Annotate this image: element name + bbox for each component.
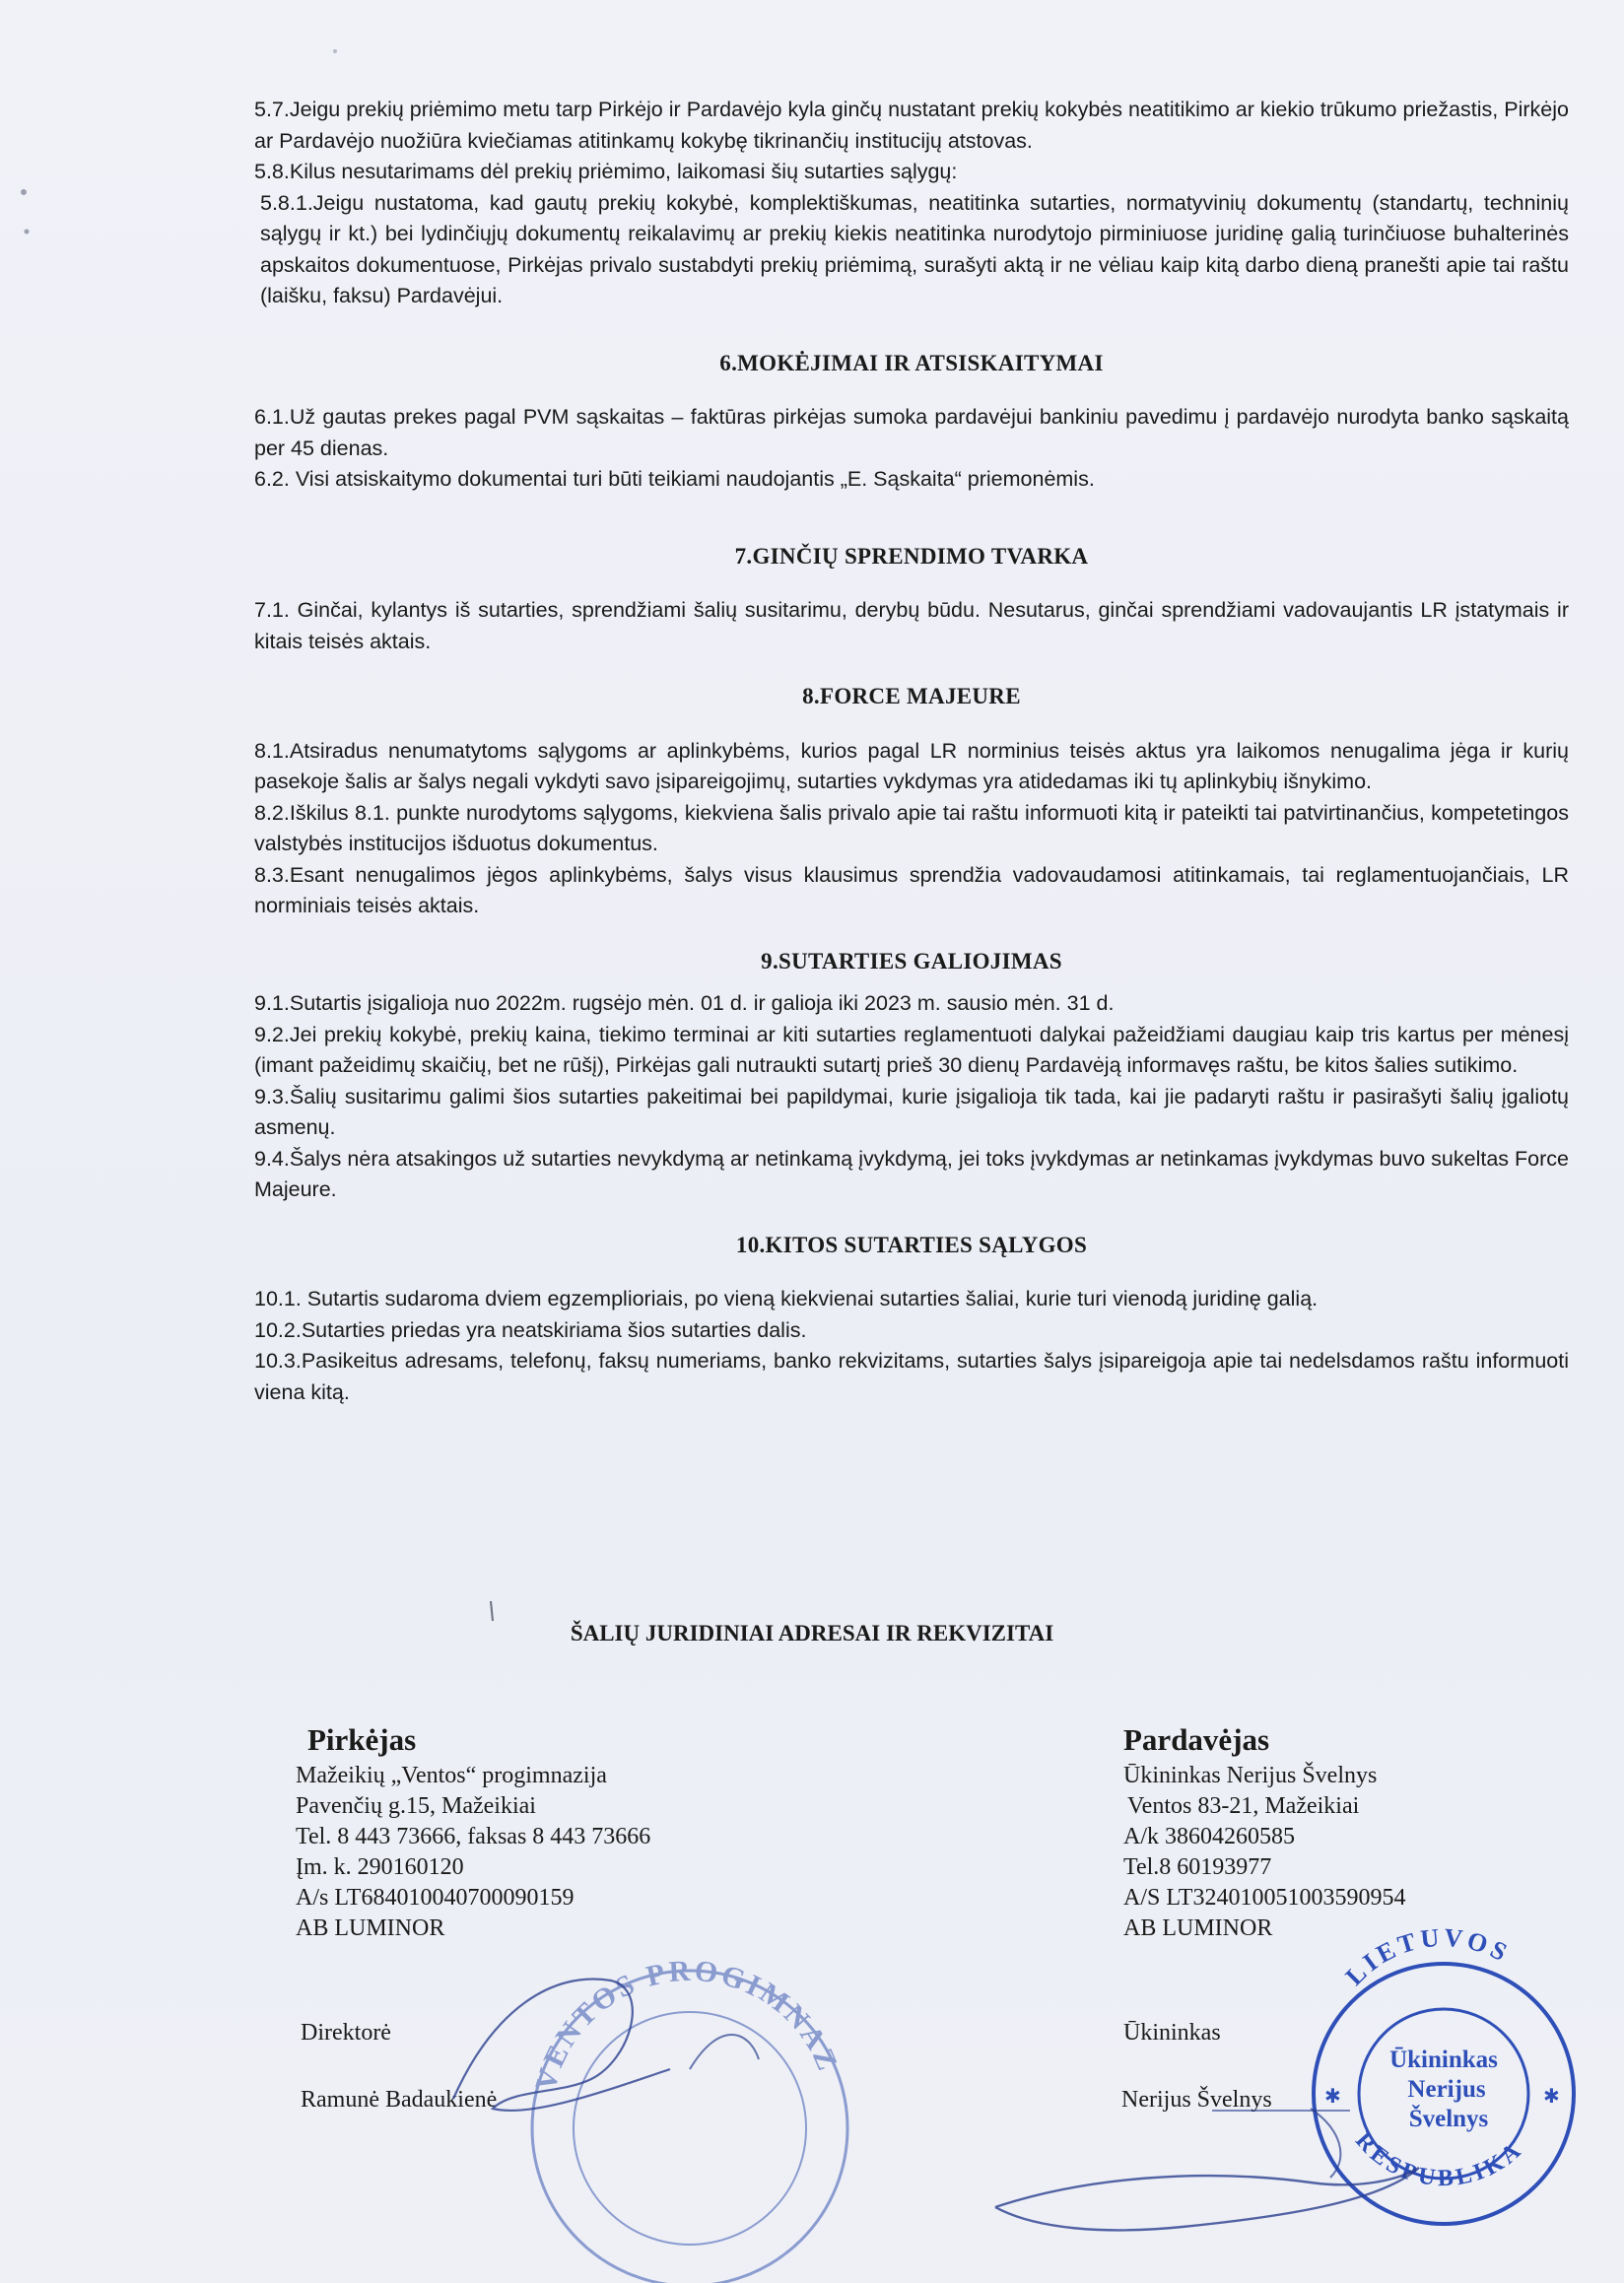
- svg-text:VENTOS PROGIMNAZ: [529, 1955, 845, 2095]
- paragraph-5-8-1: 5.8.1.Jeigu nustatoma, kad gautų prekių kokybė, komplektiškumas, neatitinka sutarties, normatyvinių dokumentų (standartų, techninių sąlygų ir kt.) bei lydinčiųjų dokumentų reikalavimų ar prekių kiekis neatitinka nurodytojo pirminiuose juridinę galią turinčiuose buhalterinės apskaitos dokumentuose, Pirkėjas privalo sustabdyti prekių priėmimą, surašyti aktą ir ne vėliau kaip kitą darbo dieną pranešti apie tai raštu (laišku, faksu) Pardavėjui.: [260, 190, 1569, 307]
- buyer-block: [296, 1719, 650, 1944]
- paragraph-10-2: 10.2.Sutarties priedas yra neatskiriama šios sutarties dalis.: [254, 1317, 807, 1342]
- buyer-stamp-text: VENTOS PROGIMNAZ: [528, 1954, 846, 2095]
- buyer-title: Pirkėjas: [307, 1722, 417, 1757]
- section-7-heading: 7.GINČIŲ SPRENDIMO TVARKA: [734, 543, 1089, 569]
- buyer-stamp: [529, 1955, 847, 2283]
- contract-body: [254, 95, 1569, 1408]
- paragraph-9-1: 9.1.Sutartis įsigalioja nuo 2022m. rugsėjo mėn. 01 d. ir galioja iki 2023 m. sausio mėn. 31 d.: [254, 991, 1115, 1015]
- paragraph-9-3: 9.3.Šalių susitarimu galimi šios sutarties pakeitimai bei papildymai, kurie įsigalioja tik tada, kai jie padaryti raštu ir pasirašyti šalių įgaliotų asmenų.: [254, 1084, 1569, 1139]
- section-9-heading: 9.SUTARTIES GALIOJIMAS: [761, 948, 1062, 974]
- seller-stamp: [1314, 1923, 1574, 2224]
- section-8-heading: 8.FORCE MAJEURE: [802, 684, 1021, 708]
- scan-mark: [491, 1601, 493, 1621]
- buyer-phone: Tel. 8 443 73666, faksas 8 443 73666: [296, 1824, 651, 1849]
- seller-role: Ūkininkas: [1123, 2020, 1221, 2046]
- section-6-heading: 6.MOKĖJIMAI IR ATSISKAITYMAI: [719, 350, 1104, 375]
- buyer-signer: Ramunė Badaukienė: [301, 2087, 498, 2113]
- paragraph-6-1: 6.1.Už gautas prekes pagal PVM sąskaitas – faktūras pirkėjas sumoka pardavėjui bankiniu pavedimu į pardavėjo nurodyta banko sąskaitą per 45 dienas.: [254, 405, 1569, 460]
- paragraph-9-4: 9.4.Šalys nėra atsakingos už sutarties nevykdymą ar netinkamą įvykdymą, jei toks įvykdymas ar netinkamas įvykdymas buvo sukeltas Force Majeure.: [254, 1146, 1569, 1201]
- paragraph-10-1: 10.1. Sutartis sudaroma dviem egzemplioriais, po vieną kiekvienai sutarties šaliai, kurie turi vienodą juridinę galią.: [254, 1287, 1319, 1310]
- paragraph-5-8: 5.8.Kilus nesutarimams dėl prekių priėmimo, laikomasi šių sutarties sąlygų:: [254, 160, 958, 183]
- paragraph-6-2: 6.2. Visi atsiskaitymo dokumentai turi būti teikiami naudojantis „E. Sąskaita“ priemonėmis.: [254, 467, 1095, 491]
- section-10-heading: 10.KITOS SUTARTIES SĄLYGOS: [735, 1232, 1088, 1257]
- seller-personal-code: A/k 38604260585: [1123, 1824, 1295, 1849]
- paragraph-10-3: 10.3.Pasikeitus adresams, telefonų, faksų numeriams, banko rekvizitams, sutarties šalys įsipareigoja apie tai nedelsdamos raštu informuoti viena kitą.: [254, 1349, 1569, 1404]
- seller-bank-account: A/S LT324010051003590954: [1123, 1885, 1406, 1911]
- seller-stamp-center-3: Švelnys: [1408, 2106, 1489, 2132]
- seller-title: Pardavėjas: [1123, 1722, 1270, 1757]
- requisites-heading: ŠALIŲ JURIDINIAI ADRESAI IR REKVIZITAI: [570, 1621, 1054, 1645]
- seller-signer: Nerijus Švelnys: [1121, 2087, 1272, 2113]
- seller-name: Ūkininkas Nerijus Švelnys: [1123, 1763, 1378, 1788]
- star-icon: ✱: [1324, 2086, 1341, 2108]
- scan-speck: [333, 49, 337, 53]
- seller-stamp-bottom: RESPUBLIKA: [1350, 2127, 1529, 2192]
- seller-stamp-top: LIETUVOS: [1339, 1922, 1516, 1991]
- seller-signature: [995, 2168, 1419, 2230]
- star-icon: ✱: [1543, 2086, 1560, 2108]
- seller-stamp-center-1: Ūkininkas: [1389, 2047, 1498, 2073]
- scan-speck: [25, 230, 30, 235]
- seller-stamp-center-2: Nerijus: [1407, 2076, 1486, 2103]
- buyer-role: Direktorė: [301, 2020, 391, 2046]
- svg-text:RESPUBLIKA: [1350, 2128, 1528, 2192]
- scan-speck: [21, 189, 27, 195]
- buyer-company-code: Įm. k. 290160120: [296, 1854, 464, 1880]
- buyer-address: Pavenčių g.15, Mažeikiai: [296, 1793, 536, 1819]
- seller-block: [1123, 1719, 1405, 1944]
- buyer-bank: AB LUMINOR: [296, 1915, 445, 1941]
- seller-phone: Tel.8 60193977: [1123, 1854, 1272, 1880]
- buyer-name: Mažeikių „Ventos“ progimnazija: [296, 1763, 607, 1788]
- seller-address: Ventos 83-21, Mažeikiai: [1127, 1793, 1360, 1819]
- buyer-bank-account: A/s LT684010040700090159: [296, 1885, 575, 1911]
- paragraph-8-2: 8.2.Iškilus 8.1. punkte nurodytoms sąlygoms, kiekviena šalis privalo apie tai raštu informuoti kitą ir pateikti tai patvirtinančius, kompetetingos valstybės institucijos išduotus dokumentus.: [254, 800, 1569, 855]
- paragraph-8-3: 8.3.Esant nenugalimos jėgos aplinkybėms, šalys visus klausimus sprendžia vadovaudamosi atitinkamais, tai reglamentuojančiais, LR norminiais teisės aktais.: [254, 862, 1569, 917]
- paragraph-5-7: 5.7.Jeigu prekių priėmimo metu tarp Pirkėjo ir Pardavėjo kyla ginčų nustatant prekių kokybės neatitikimo ar kiekio trūkumo priežastis, Pirkėjo ar Pardavėjo nuožiūra kviečiamas atitinkamų kokybę tikrinančių institucijų atstovas.: [254, 98, 1569, 153]
- paragraph-7-1: 7.1. Ginčai, kylantys iš sutarties, sprendžiami šalių susitarimu, derybų būdu. Nesutarus, ginčai sprendžiami vadovaujantis LR įstatymais ir kitais teisės aktais.: [254, 598, 1569, 653]
- paragraph-8-1: 8.1.Atsiradus nenumatytoms sąlygoms ar aplinkybėms, kurios pagal LR norminius teisės aktus yra laikomos nenugalima jėga ir kurių pasekoje šalis ar šalys negali vykdyti savo įsipareigojimų, sutarties vykdymas yra atidedamas iki tų aplinkybių išnykimo.: [254, 738, 1569, 793]
- paragraph-9-2: 9.2.Jei prekių kokybė, prekių kaina, tiekimo terminai ar kiti sutarties reglamentuoti dalykai pažeidžiami daugiau kaip tris kartus per mėnesį (imant pažeidimų skaičių, bet ne rūšį), Pirkėjas gali nutraukti sutartį prieš 30 dienų Pardavėją informavęs raštu, be kitos šalies sutikimo.: [254, 1022, 1569, 1077]
- seller-bank: AB LUMINOR: [1123, 1915, 1273, 1941]
